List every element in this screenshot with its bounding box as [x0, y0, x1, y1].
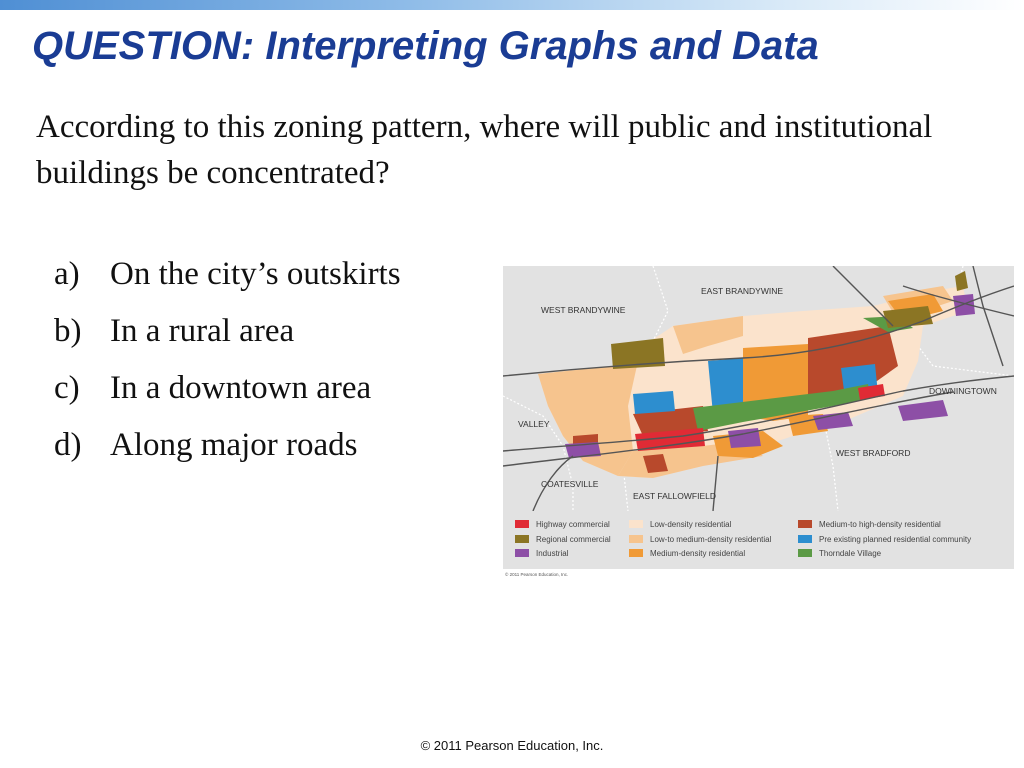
legend-label: Highway commercial	[536, 520, 610, 529]
label-valley: VALLEY	[518, 419, 550, 429]
option-a[interactable]	[54, 256, 401, 313]
option-letter: c)	[54, 370, 80, 406]
option-d[interactable]	[54, 427, 401, 484]
legend-swatch-highway-commercial	[515, 520, 529, 528]
option-text: On the city’s outskirts	[110, 256, 401, 292]
option-letter: b)	[54, 313, 82, 349]
label-downingtown: DOWNINGTOWN	[929, 386, 997, 396]
answer-options	[54, 256, 401, 484]
legend-swatch-planned-community	[798, 535, 812, 543]
legend-label: Thorndale Village	[819, 549, 882, 558]
legend-label: Pre existing planned residential community	[819, 535, 972, 544]
zoning-map	[503, 266, 1014, 581]
legend-label: Regional commercial	[536, 535, 611, 544]
legend-swatch-industrial	[515, 549, 529, 557]
legend-swatch-regional-commercial	[515, 535, 529, 543]
label-east-brandywine: EAST BRANDYWINE	[701, 286, 784, 296]
option-b[interactable]	[54, 313, 401, 370]
label-west-brandywine: WEST BRANDYWINE	[541, 305, 626, 315]
legend-swatch-medium-high-density	[798, 520, 812, 528]
option-letter: a)	[54, 256, 80, 292]
option-text: Along major roads	[110, 427, 358, 463]
legend-label: Medium-density residential	[650, 549, 746, 558]
slide-title: QUESTION: Interpreting Graphs and Data	[32, 24, 819, 68]
top-gradient-bar	[0, 0, 1024, 10]
legend-label: Low-density residential	[650, 520, 732, 529]
question-text: According to this zoning pattern, where will public and institutional buildings be concentrated?	[36, 109, 933, 191]
map-credit: © 2011 Pearson Education, Inc.	[505, 572, 569, 577]
zoning-map-figure	[503, 266, 1014, 581]
option-c[interactable]	[54, 370, 401, 427]
option-text: In a downtown area	[110, 370, 372, 406]
legend-swatch-low-medium-density	[629, 535, 643, 543]
label-coatesville: COATESVILLE	[541, 479, 599, 489]
legend-label: Low-to medium-density residential	[650, 535, 772, 544]
option-letter: d)	[54, 427, 82, 463]
label-west-bradford: WEST BRADFORD	[836, 448, 911, 458]
legend-label: Industrial	[536, 549, 569, 558]
label-east-fallowfield: EAST FALLOWFIELD	[633, 491, 716, 501]
legend-swatch-medium-density	[629, 549, 643, 557]
option-text: In a rural area	[110, 313, 295, 349]
planned-community-west	[633, 391, 675, 414]
legend-swatch-low-density	[629, 520, 643, 528]
copyright-footer: © 2011 Pearson Education, Inc.	[420, 738, 604, 753]
legend-label: Medium-to high-density residential	[819, 520, 941, 529]
legend-swatch-thorndale-village	[798, 549, 812, 557]
